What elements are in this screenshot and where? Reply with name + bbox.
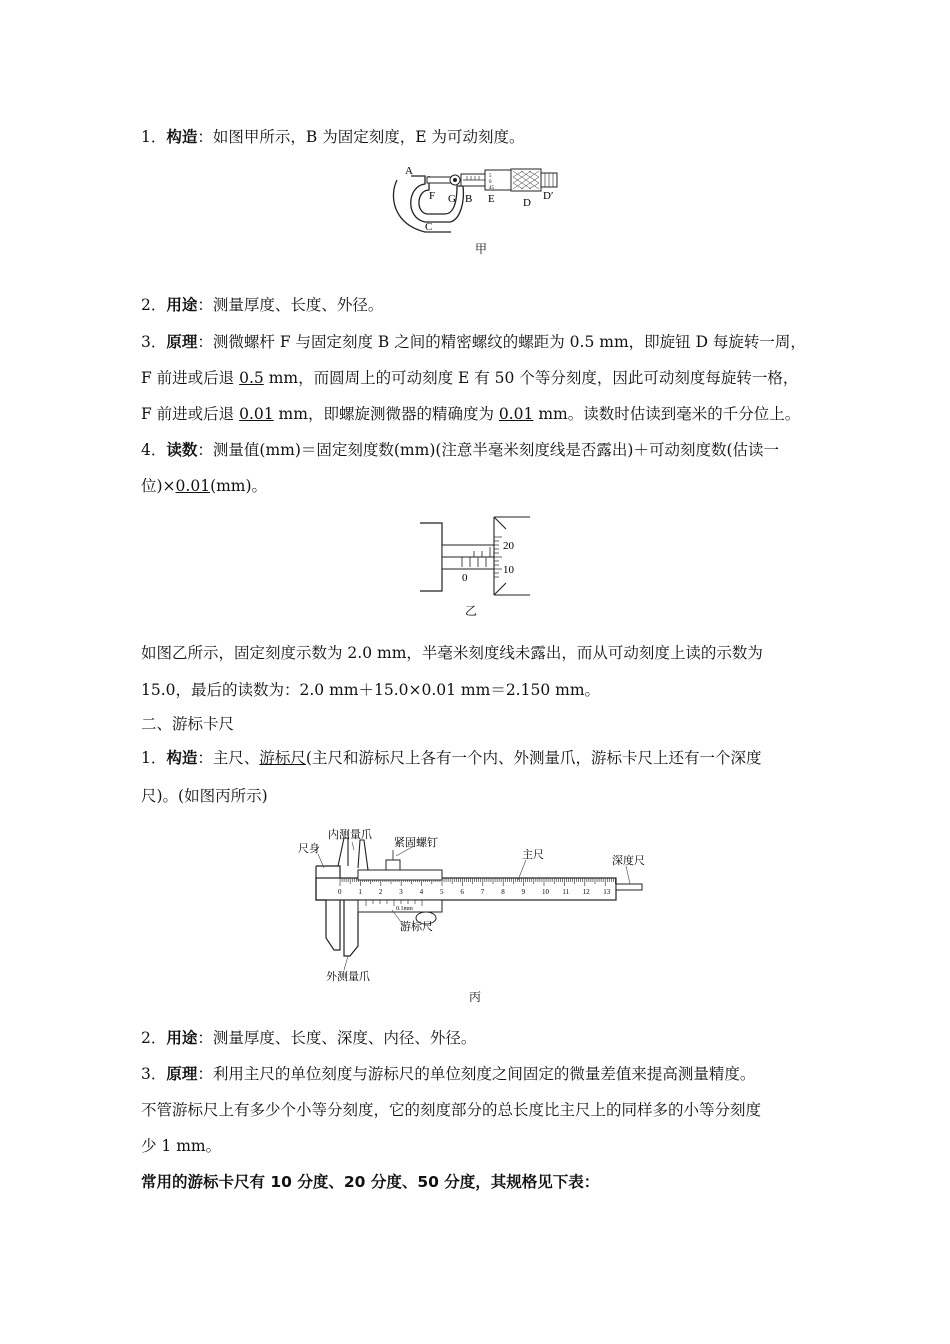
main-scale-number: 4 (419, 888, 424, 896)
micrometer-principle-line-2 (141, 368, 821, 388)
item-number: 2． (141, 1029, 167, 1047)
item-heading: 用途 (166, 1029, 198, 1047)
label-E: E (488, 193, 495, 205)
micrometer-reading-line-2 (141, 476, 821, 496)
micrometer-reading-line-1 (141, 440, 821, 460)
item-number: 2． (141, 296, 167, 314)
main-scale-number: 0 (338, 888, 342, 896)
vernier-structure-line-2: 尺)。(如图丙所示) (141, 787, 268, 805)
section-title-vernier: 二、游标卡尺 (141, 715, 235, 733)
vernier-structure-line-1 (141, 748, 821, 768)
example-line-2: 15.0，最后的读数为：2.0 mm＋15.0×0.01 mm＝2.150 mm。 (141, 681, 601, 699)
label-main-scale: 主尺 (522, 849, 544, 861)
main-scale-number: 3 (399, 888, 403, 896)
label-inner-jaw: 内测量爪 (328, 829, 372, 841)
figure-caption-bing: 丙 (468, 990, 481, 1004)
text-run: mm。读数时估读到毫米的千分位上。 (533, 405, 801, 423)
label-clamp-screw: 紧固螺钉 (394, 837, 438, 849)
item-heading: 原理 (166, 333, 198, 351)
figure-caption-jia: 甲 (474, 242, 487, 256)
main-scale-number: 1 (358, 888, 362, 896)
thimble-mark-45: 45 (489, 186, 494, 191)
blank-answer: 0.01 (175, 477, 211, 495)
text-run: ：主尺、 (197, 749, 260, 767)
main-scale-number: 10 (542, 888, 549, 896)
label-A: A (405, 165, 413, 177)
label-B: B (465, 193, 473, 205)
vernier-usage-line (141, 1028, 821, 1048)
main-scale-number: 8 (501, 888, 505, 896)
figure-caption-yi: 乙 (464, 604, 477, 618)
example-line-1: 如图乙所示，固定刻度示数为 2.0 mm，半毫米刻度线未露出，而从可动刻度上读的示数为 (141, 644, 763, 662)
item-number: 1． (141, 128, 167, 146)
label-F: F (429, 190, 436, 202)
label-D: D (523, 197, 531, 209)
blank-answer: 0.01 (498, 405, 534, 423)
text-run: mm，而圆周上的可动刻度 E 有 50 个等分刻度，因此可动刻度每旋转一格， (263, 369, 799, 387)
label-D-prime: D′ (543, 190, 554, 202)
thimble-mark-0: 0 (489, 180, 492, 185)
thimble-label-10: 10 (503, 564, 514, 576)
text-run: F 前进或后退 (141, 405, 240, 423)
label-depth-rod: 深度尺 (612, 855, 645, 867)
item-text: ：如图甲所示，B 为固定刻度，E 为可动刻度。 (197, 128, 525, 146)
item-text: ：测微螺杆 F 与固定刻度 B 之间的精密螺纹的螺距为 0.5 mm，即旋钮 D 每旋转一周， (197, 333, 806, 351)
main-scale-number: 9 (521, 888, 526, 896)
label-C: C (425, 221, 433, 233)
micrometer-structure-line (141, 127, 821, 147)
micrometer-reading-figure (418, 515, 538, 597)
blank-answer: 0.01 (239, 405, 274, 423)
item-heading: 读数 (166, 441, 198, 459)
micrometer-principle-line-3 (141, 404, 821, 424)
thimble-label-20: 20 (503, 540, 514, 552)
item-heading: 构造 (166, 128, 198, 146)
text-run: (mm)。 (210, 477, 268, 495)
vernier-principle-line-1 (141, 1064, 821, 1084)
micrometer-usage-line (141, 295, 821, 315)
vernier-precision-text: 0.1mm (396, 906, 413, 912)
item-number: 3． (141, 1065, 167, 1083)
text-run: F 前进或后退 (141, 369, 240, 387)
blank-answer: 游标尺 (259, 749, 306, 767)
main-scale-number: 12 (582, 888, 590, 896)
item-heading: 构造 (166, 749, 198, 767)
item-number: 3． (141, 333, 167, 351)
item-number: 4． (141, 441, 167, 459)
micrometer-principle-line-1 (141, 332, 821, 352)
blank-answer: 0.5 (239, 369, 264, 387)
vernier-principle-line-2: 不管游标尺上有多少个小等分刻度，它的刻度部分的总长度比主尺上的同样多的小等分刻度 (141, 1101, 762, 1119)
item-heading: 用途 (166, 296, 198, 314)
vernier-principle-line-3: 少 1 mm。 (141, 1137, 222, 1155)
text-run: (主尺和游标尺上各有一个内、外测量爪，游标卡尺上还有一个深度 (305, 749, 762, 767)
label-vernier-scale: 游标尺 (400, 921, 433, 933)
item-text: ：测量厚度、长度、外径。 (197, 296, 384, 314)
item-heading: 原理 (166, 1065, 198, 1083)
main-scale-number: 11 (562, 888, 570, 896)
main-scale-number: 6 (460, 888, 464, 896)
text-run: 位)× (141, 477, 176, 495)
text-run: mm，即螺旋测微器的精确度为 (273, 405, 499, 423)
item-text: ：测量厚度、长度、深度、内径、外径。 (197, 1029, 477, 1047)
item-text: ：利用主尺的单位刻度与游标尺的单位刻度之间固定的微量差值来提高测量精度。 (197, 1065, 756, 1083)
micrometer-figure (385, 162, 585, 242)
label-body: 尺身 (298, 843, 320, 855)
item-number: 1． (141, 749, 167, 767)
common-specs-line: 常用的游标卡尺有 10 分度、20 分度、50 分度，其规格见下表： (141, 1173, 600, 1191)
main-scale-number: 2 (378, 888, 383, 896)
main-scale-number: 13 (603, 888, 611, 896)
item-text: ：测量值(mm)＝固定刻度数(mm)(注意半毫米刻度线是否露出)＋可动刻度数(估读一 (197, 441, 780, 459)
vernier-caliper-figure (296, 826, 658, 988)
thimble-mark-5: 5 (489, 174, 492, 179)
main-scale-number: 7 (480, 888, 485, 896)
label-G: G (448, 193, 456, 205)
main-scale-number: 5 (440, 888, 444, 896)
sleeve-label-0: 0 (462, 572, 468, 584)
label-outer-jaw: 外测量爪 (326, 971, 370, 983)
